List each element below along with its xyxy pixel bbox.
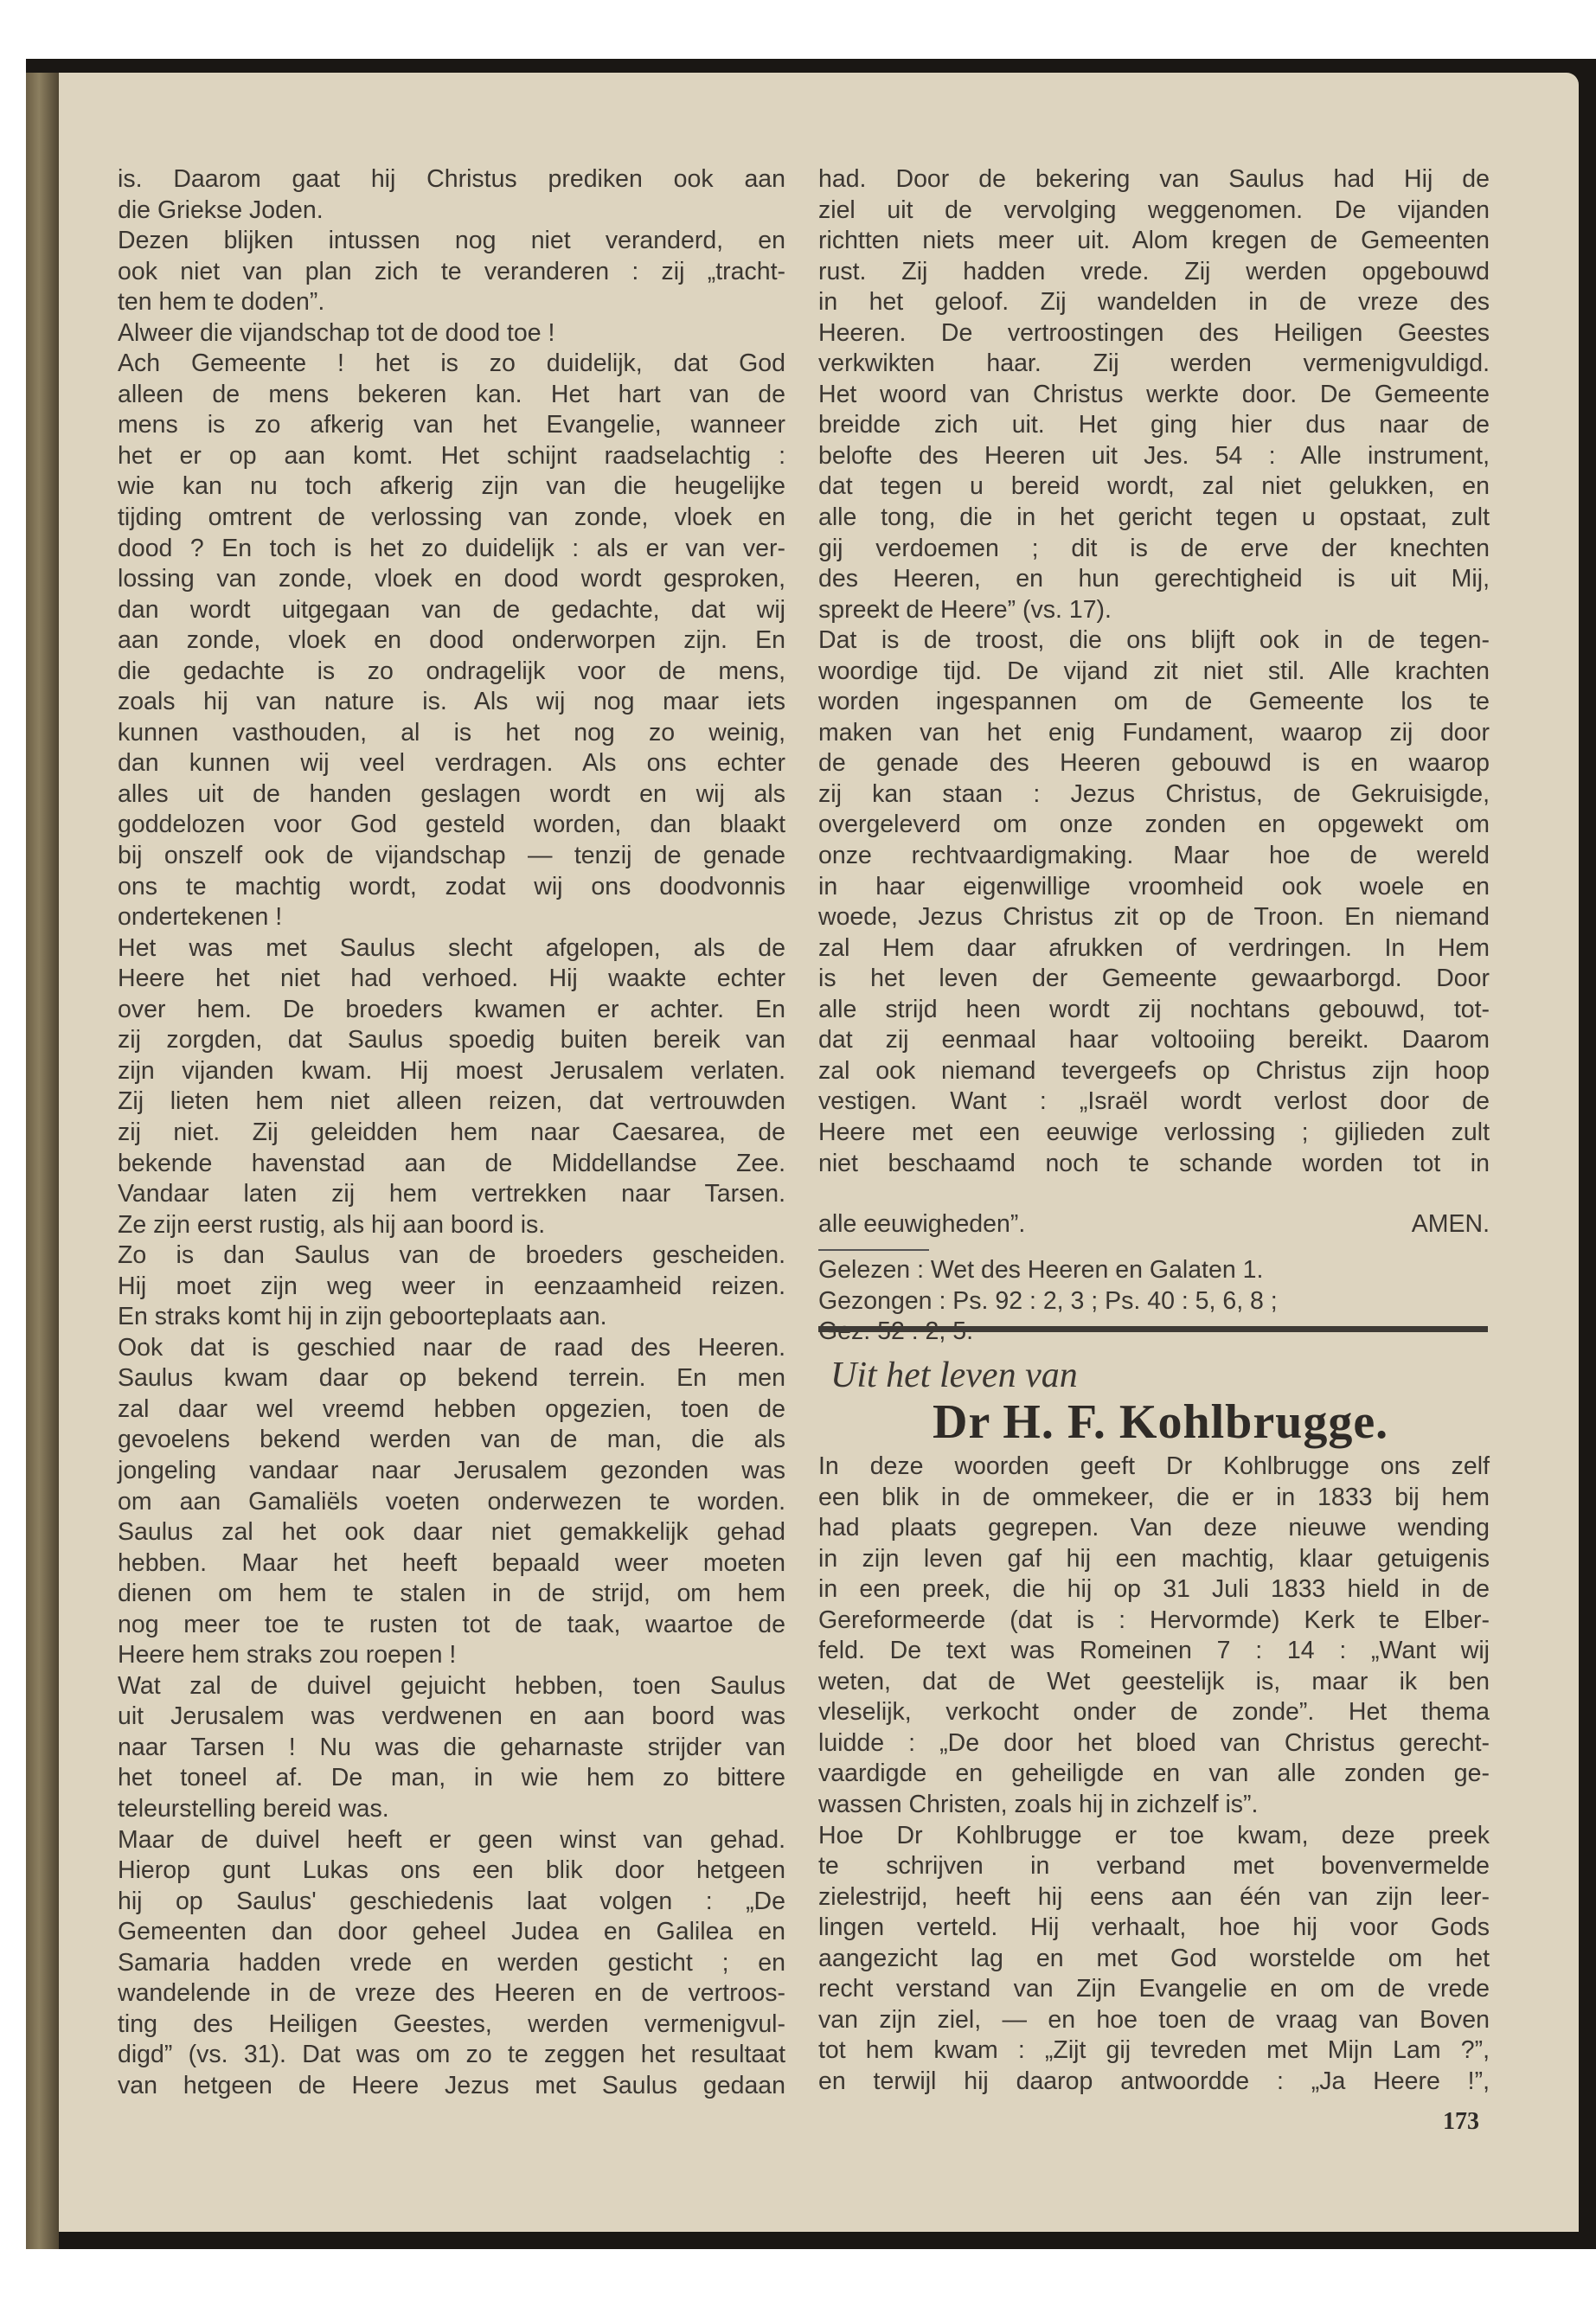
text-line: vestigen. Want : „Israël wordt verlost door de bbox=[818, 1087, 1490, 1116]
text-line: lingen verteld. Hij verhaalt, hoe hij voor Gods bbox=[818, 1913, 1490, 1942]
text-line: alle tong, die in het gericht tegen u opstaat, zult bbox=[818, 503, 1490, 532]
text-line: Heere met een eeuwige verlossing ; gijlieden zult bbox=[818, 1118, 1490, 1146]
text-line: richtten niets meer uit. Alom kregen de Gemeenten bbox=[818, 227, 1490, 255]
text-line: Vandaar laten zij hem vertrekken naar Tarsen. bbox=[118, 1180, 785, 1208]
text-line: het toneel af. De man, in wie hem zo bittere bbox=[118, 1764, 785, 1792]
closing-line bbox=[818, 1209, 1490, 1240]
text-line: Ach Gemeente ! het is zo duidelijk, dat God bbox=[118, 349, 785, 378]
text-line: Het was met Saulus slecht afgelopen, als de bbox=[118, 933, 785, 962]
text-line: woede, Jezus Christus zit op de Troon. En niemand bbox=[818, 903, 1490, 932]
closing-text: alle eeuwigheden”. bbox=[818, 1210, 1026, 1238]
text-line: Ze zijn eerst rustig, als hij aan boord is. bbox=[118, 1210, 546, 1239]
text-line: Saulus zal het ook daar niet gemakkelijk gehad bbox=[118, 1518, 785, 1547]
text-line: goddelozen voor God gesteld worden, dan blaakt bbox=[118, 811, 785, 839]
text-line: dan wordt uitgegaan van de gedachte, dat wij bbox=[118, 595, 785, 624]
text-line: een blik in de ommekeer, die er in 1833 bij hem bbox=[818, 1483, 1490, 1511]
text-line: zielestrijd, heeft hij eens aan één van zijn leer- bbox=[818, 1882, 1490, 1911]
text-line: lossing van zonde, vloek en dood wordt gesproken, bbox=[118, 565, 785, 593]
text-line: maken van het enig Fundament, waarop zij door bbox=[818, 718, 1490, 747]
text-line: breidde zich uit. Het ging hier dus naar de bbox=[818, 411, 1490, 439]
text-line: van zijn ziel, — en hoe toen de vraag van Boven bbox=[818, 2005, 1490, 2034]
amen: AMEN. bbox=[1411, 1210, 1490, 1238]
text-line: mens is zo afkerig van het Evangelie, wanneer bbox=[118, 411, 785, 439]
text-line: niet beschaamd noch te schande worden tot in bbox=[818, 1149, 1490, 1177]
text-line: ondertekenen ! bbox=[118, 903, 283, 932]
songs: Gezongen : Ps. 92 : 2, 3 ; Ps. 40 : 5, 6, 8 ; bbox=[818, 1286, 1278, 1315]
text-line: dan kunnen wij veel verdragen. Als ons echter bbox=[118, 749, 785, 778]
text-line: teleurstelling bereid was. bbox=[118, 1794, 389, 1823]
text-line: zij niet. Zij geleidden hem naar Caesarea, de bbox=[118, 1118, 785, 1146]
text-line: uit Jerusalem was verdwenen en aan boord was bbox=[118, 1702, 785, 1731]
text-line: kunnen vasthouden, al is het nog zo weinig, bbox=[118, 718, 785, 747]
text-line: en terwijl hij daarop antwoordde : „Ja Heere !”, bbox=[818, 2067, 1490, 2095]
article-title: Dr H. F. Kohlbrugge. bbox=[933, 1395, 1389, 1449]
text-line: over hem. De broeders kwamen er achter. En bbox=[118, 995, 785, 1023]
text-line: bij onszelf ook de vijandschap — tenzij de genade bbox=[118, 842, 785, 870]
text-line: En straks komt hij in zijn geboorteplaats aan. bbox=[118, 1303, 607, 1331]
text-line: rust. Zij hadden vrede. Zij werden opgebouwd bbox=[818, 257, 1490, 285]
text-line: ziel uit de vervolging weggenomen. De vijanden bbox=[818, 195, 1490, 224]
service-info bbox=[818, 1255, 1490, 1348]
text-line: dienen om hem te stalen in de strijd, om hem bbox=[118, 1580, 785, 1608]
text-line: weten, dat de Wet geestelijk is, maar ik ben bbox=[818, 1667, 1490, 1695]
text-line: die Griekse Joden. bbox=[118, 195, 324, 224]
text-line: feld. De text was Romeinen 7 : 14 : „Want wij bbox=[818, 1637, 1490, 1665]
text-line: alles uit de handen geslagen wordt en wij als bbox=[118, 779, 785, 808]
text-line: aan zonde, vloek en dood onderworpen zijn. En bbox=[118, 626, 785, 655]
text-line: zij kan staan : Jezus Christus, de Gekruisigde, bbox=[818, 779, 1490, 808]
text-line: wassen Christen, zoals hij in zichzelf is”. bbox=[818, 1791, 1259, 1819]
text-line: had. Door de bekering van Saulus had Hij de bbox=[818, 165, 1490, 193]
text-line: recht verstand van Zijn Evangelie en om de vrede bbox=[818, 1975, 1490, 2003]
text-line: Ook dat is geschied naar de raad des Heeren. bbox=[118, 1333, 785, 1362]
left-column bbox=[118, 164, 785, 2101]
text-line: wandelende in de vreze des Heeren en de vertroos- bbox=[118, 1979, 785, 2008]
article-body bbox=[818, 1452, 1490, 2097]
text-line: zal Hem daar afrukken of verdringen. In Hem bbox=[818, 933, 1490, 962]
text-line: dat zij eenmaal haar voltooiing bereikt. Daarom bbox=[818, 1026, 1490, 1054]
text-line: Heere het niet had verhoed. Hij waakte echter bbox=[118, 965, 785, 993]
text-line: Zo is dan Saulus van de broeders gescheiden. bbox=[118, 1241, 785, 1270]
text-line: Dezen blijken intussen nog niet veranderd, en bbox=[118, 227, 785, 255]
text-line: Dat is de troost, die ons blijft ook in de tegen- bbox=[818, 626, 1490, 655]
text-line: des Heeren, en hun gerechtigheid is uit Mij, bbox=[818, 565, 1490, 593]
text-line: gij verdoemen ; dit is de erve der knechten bbox=[818, 534, 1490, 562]
text-line: zijn vijanden kwam. Hij moest Jerusalem verlaten. bbox=[118, 1056, 785, 1085]
text-line: ook niet van plan zich te veranderen : zij „tracht- bbox=[118, 257, 785, 285]
binding-spine bbox=[26, 73, 59, 2249]
text-line: naar Tarsen ! Nu was die geharnaste strijder van bbox=[118, 1733, 785, 1761]
text-line: Saulus kwam daar op bekend terrein. En men bbox=[118, 1364, 785, 1393]
text-line: ting des Heiligen Geestes, werden vermenigvul- bbox=[118, 2009, 785, 2038]
text-line: Samaria hadden vrede en werden gesticht ; en bbox=[118, 1948, 785, 1977]
text-line: ten hem te doden”. bbox=[118, 288, 325, 317]
text-line: van hetgeen de Heere Jezus met Saulus gedaan bbox=[118, 2071, 785, 2099]
text-line: het er op aan komt. Het schijnt raadselachtig : bbox=[118, 441, 785, 470]
text-line: in een preek, die hij op 31 Juli 1833 hield in de bbox=[818, 1575, 1490, 1604]
text-line: Het woord van Christus werkte door. De Gemeente bbox=[818, 380, 1490, 408]
page-number: 173 bbox=[1443, 2108, 1479, 2135]
text-line: Heeren. De vertroostingen des Heiligen Geestes bbox=[818, 318, 1490, 347]
text-line: onze rechtvaardigmaking. Maar hoe de wereld bbox=[818, 842, 1490, 870]
text-line: Heere hem straks zou roepen ! bbox=[118, 1641, 457, 1670]
text-line: worden ingespannen om de Gemeente los te bbox=[818, 688, 1490, 716]
text-line: dat tegen u bereid wordt, zal niet gelukken, en bbox=[818, 472, 1490, 501]
text-line: hij op Saulus' geschiedenis laat volgen : „De bbox=[118, 1887, 785, 1915]
text-line: Alweer die vijandschap tot de dood toe ! bbox=[118, 318, 555, 347]
text-line: om aan Gamaliëls voeten onderwezen te worden. bbox=[118, 1487, 785, 1516]
right-column bbox=[818, 164, 1490, 1179]
text-line: is het leven der Gemeente gewaarborgd. Door bbox=[818, 965, 1490, 993]
text-line: digd” (vs. 31). Dat was om zo te zeggen het resultaat bbox=[118, 2041, 785, 2069]
section-divider bbox=[818, 1326, 1488, 1332]
text-line: tot hem kwam : „Zijt gij tevreden met Mijn Lam ?”, bbox=[818, 2036, 1490, 2065]
text-line: nog meer toe te rusten tot de taak, waartoe de bbox=[118, 1610, 785, 1638]
text-line: in het geloof. Zij wandelden in de vreze des bbox=[818, 288, 1490, 317]
text-line: zij zorgden, dat Saulus spoedig buiten bereik van bbox=[118, 1026, 785, 1054]
text-line: zal ook niemand tevergeefs op Christus zijn hoop bbox=[818, 1056, 1490, 1085]
text-line: luidde : „De door het bloed van Christus gerecht- bbox=[818, 1728, 1490, 1757]
text-line: verkwikten haar. Zij werden vermenigvuldigd. bbox=[818, 349, 1490, 378]
text-line: hebben. Maar het heeft bepaald weer moeten bbox=[118, 1548, 785, 1577]
text-line: alleen de mens bekeren kan. Het hart van de bbox=[118, 380, 785, 408]
text-line: bekende havenstad aan de Middellandse Zee. bbox=[118, 1149, 785, 1177]
text-line: alle strijd heen wordt zij nochtans gebouwd, tot- bbox=[818, 995, 1490, 1023]
text-line: Wat zal de duivel gejuicht hebben, toen Saulus bbox=[118, 1671, 785, 1700]
text-line: tijding omtrent de verlossing van zonde, vloek en bbox=[118, 503, 785, 532]
text-line: Gereformeerde (dat is : Hervormde) Kerk te Elber- bbox=[818, 1606, 1490, 1634]
text-line: die gedachte is zo ondragelijk voor de mens, bbox=[118, 657, 785, 685]
text-line: spreekt de Heere” (vs. 17). bbox=[818, 595, 1112, 624]
text-line: de genade des Heeren gebouwd is en waarop bbox=[818, 749, 1490, 778]
readings: Gelezen : Wet des Heeren en Galaten 1. bbox=[818, 1256, 1264, 1284]
text-line: vaardigde en geheiligde en van alle zonden ge- bbox=[818, 1759, 1490, 1788]
text-line: gevoelens bekend werden van de man, die als bbox=[118, 1426, 785, 1454]
text-line: ons te machtig wordt, zodat wij ons doodvonnis bbox=[118, 872, 785, 901]
text-line: belofte des Heeren uit Jes. 54 : Alle instrument, bbox=[818, 441, 1490, 470]
text-line: zal daar wel vreemd hebben opgezien, toen de bbox=[118, 1394, 785, 1423]
text-line: Hierop gunt Lukas ons een blik door hetgeen bbox=[118, 1856, 785, 1885]
text-line: in zijn leven gaf hij een machtig, klaar getuigenis bbox=[818, 1544, 1490, 1573]
text-line: wie kan nu toch afkerig zijn van die heugelijke bbox=[118, 472, 785, 501]
text-line: Gemeenten dan door geheel Judea en Galilea en bbox=[118, 1918, 785, 1946]
text-line: in haar eigenwillige vroomheid ook woele en bbox=[818, 872, 1490, 901]
text-line: Maar de duivel heeft er geen winst van gehad. bbox=[118, 1825, 785, 1854]
text-line: had plaats gegrepen. Van deze nieuwe wending bbox=[818, 1514, 1490, 1542]
text-line: Hij moet zijn weg weer in eenzaamheid reizen. bbox=[118, 1272, 785, 1300]
text-line: In deze woorden geeft Dr Kohlbrugge ons zelf bbox=[818, 1452, 1490, 1480]
text-line: overgeleverd om onze zonden en opgewekt om bbox=[818, 811, 1490, 839]
text-line: te schrijven in verband met bovenvermelde bbox=[818, 1852, 1490, 1881]
text-line: Hoe Dr Kohlbrugge er toe kwam, deze preek bbox=[818, 1821, 1490, 1849]
text-line: zoals hij van nature is. Als wij nog maar iets bbox=[118, 688, 785, 716]
text-line: aangezicht lag en met God worstelde om het bbox=[818, 1944, 1490, 1972]
text-line: is. Daarom gaat hij Christus prediken ook aan bbox=[118, 165, 785, 193]
text-line: woordige tijd. De vijand zit niet stil. Alle krachten bbox=[818, 657, 1490, 685]
article-kicker: Uit het leven van bbox=[830, 1356, 1078, 1395]
text-line: jongeling vandaar naar Jerusalem gezonden was bbox=[118, 1456, 785, 1484]
text-line: dood ? En toch is het zo duidelijk : als er van ver- bbox=[118, 534, 785, 562]
short-divider bbox=[818, 1249, 929, 1251]
text-line: vleselijk, verkocht onder de zonde”. Het thema bbox=[818, 1698, 1490, 1727]
text-line: Zij lieten hem niet alleen reizen, dat vertrouwden bbox=[118, 1087, 785, 1116]
